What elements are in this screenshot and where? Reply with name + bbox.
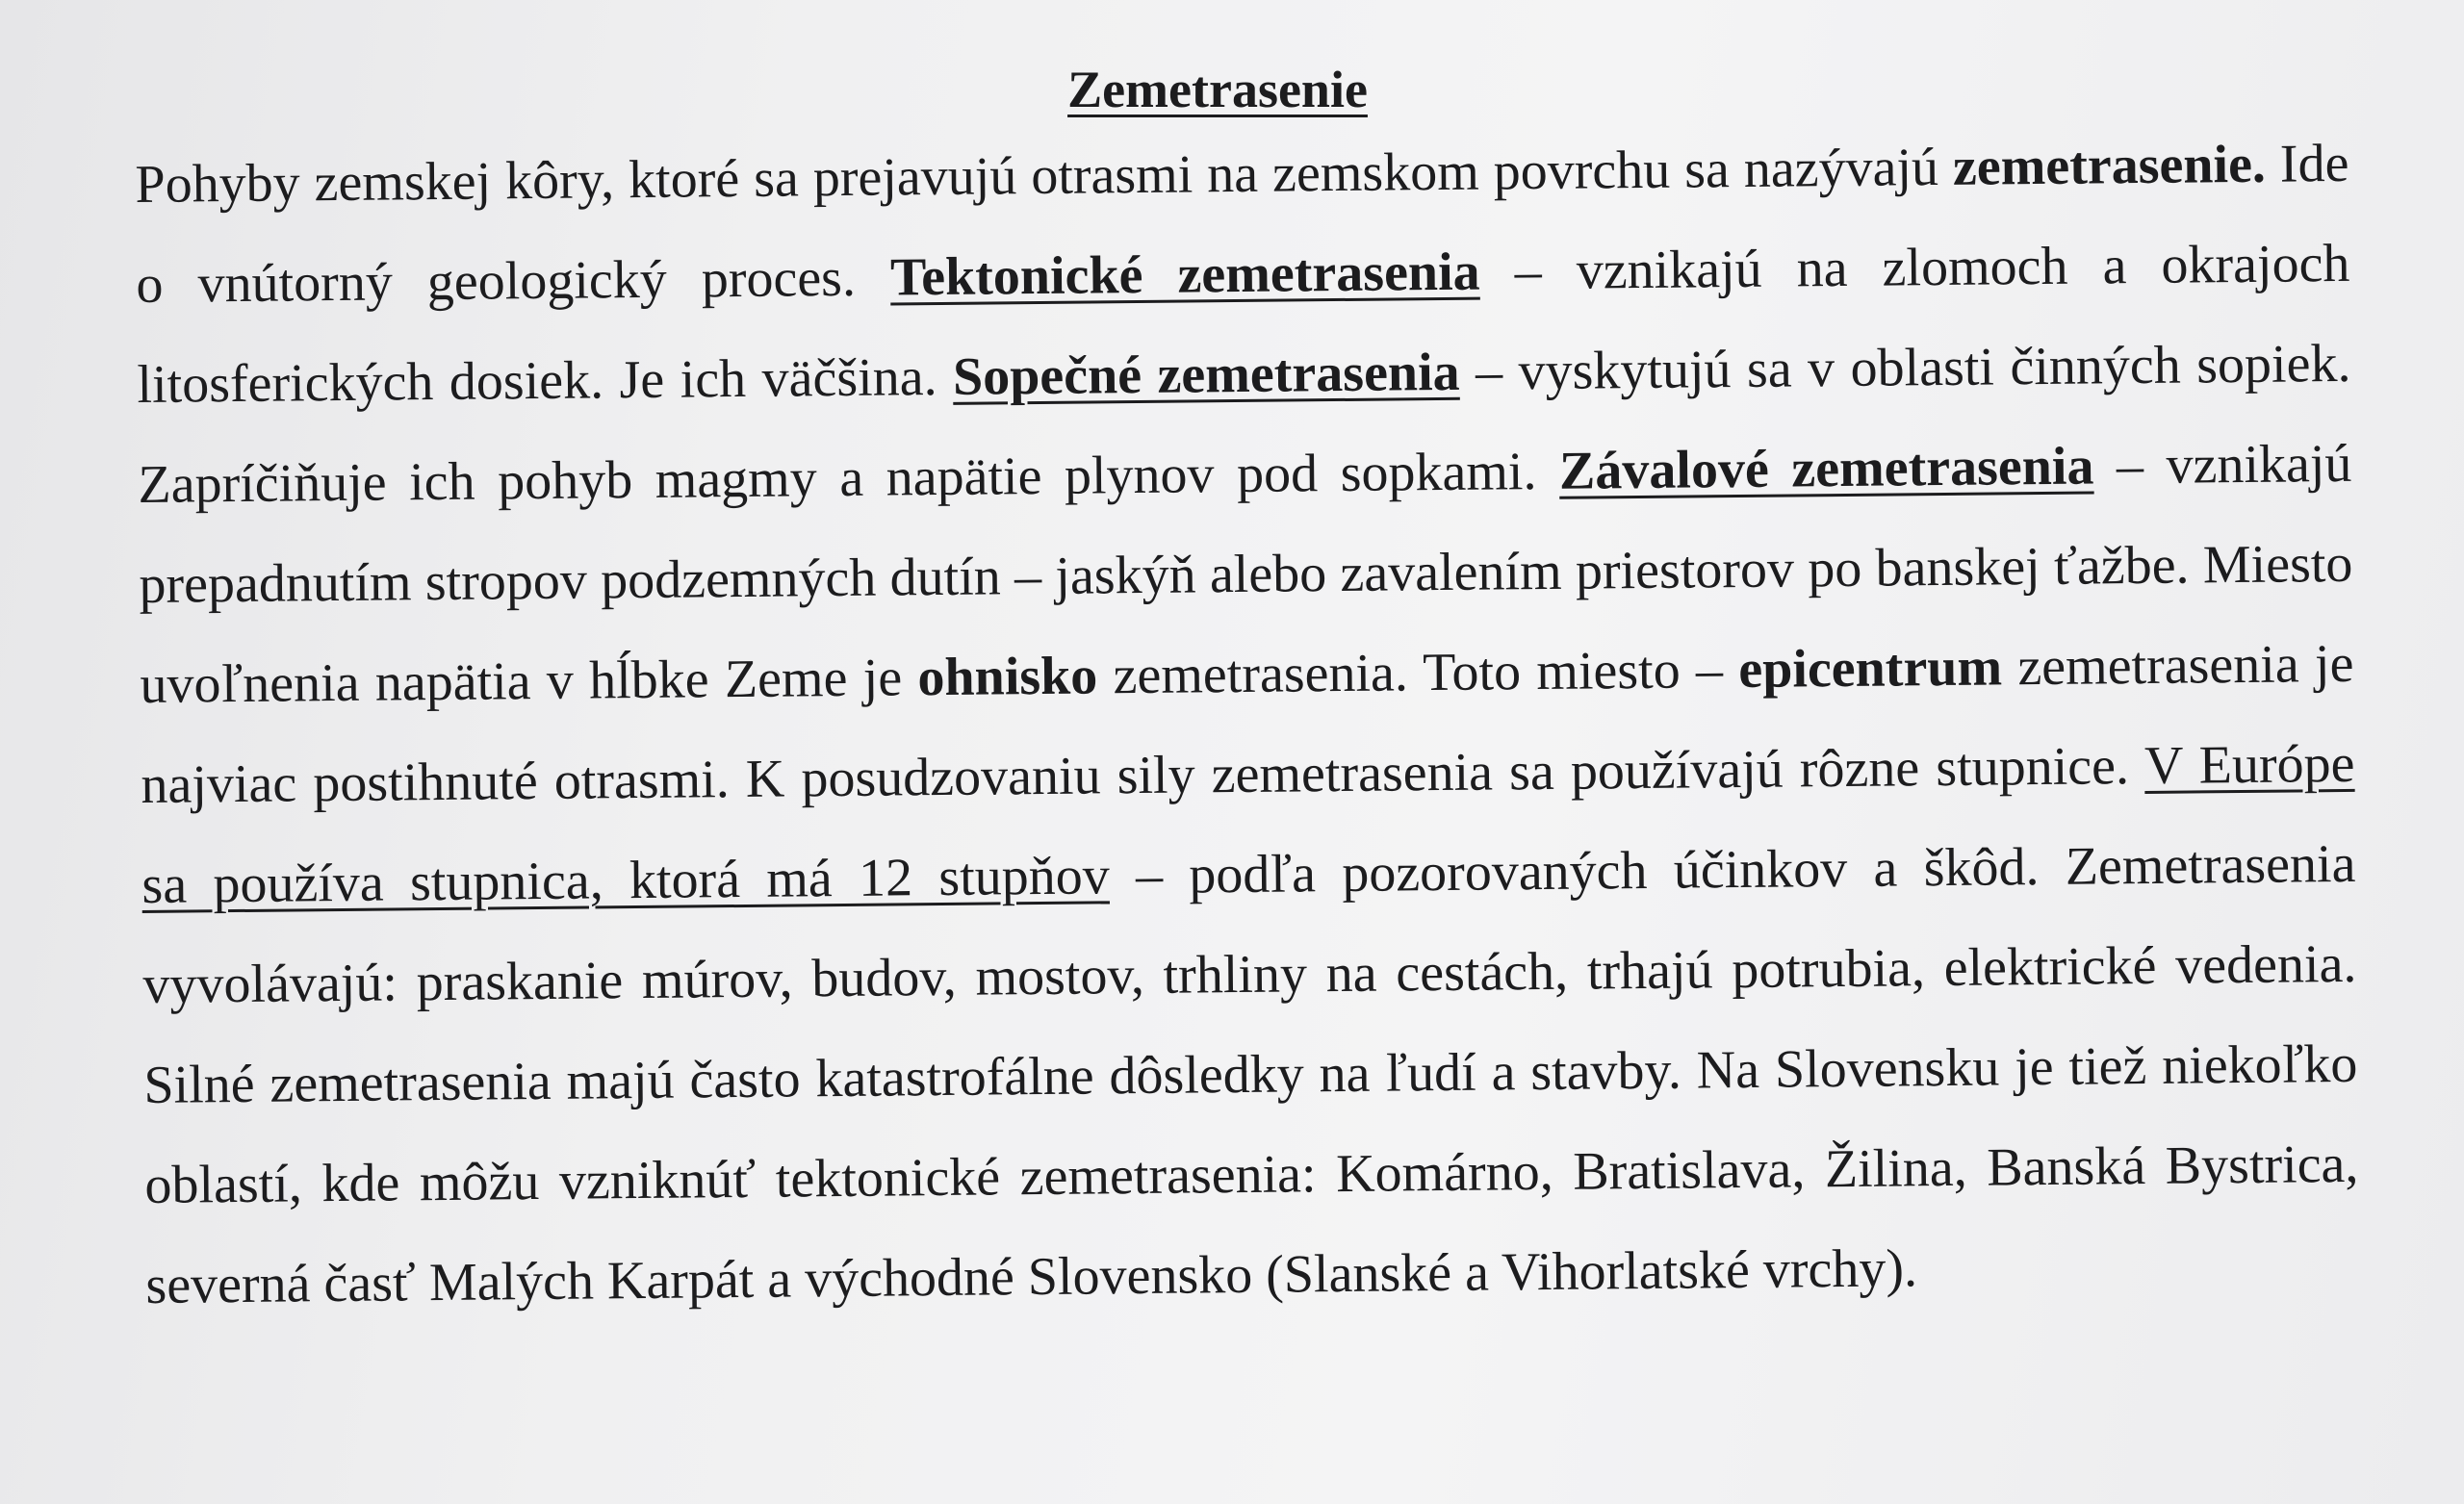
term-zemetrasenie: zemetrasenie.	[1952, 134, 2267, 197]
text-tektonicke-desc: – vznikajú na zlomoch a okrajoch litosferických dosiek. Je ich väčšina.	[137, 233, 2350, 415]
text-intro: Pohyby zemskej kôry, ktoré sa prejavujú otrasmi na zemskom povrchu sa nazývajú	[135, 137, 1954, 215]
term-ohnisko: ohnisko	[917, 646, 1098, 708]
text-stupnica: V Európe sa používa stupnica, ktorá má 12 stupňov	[141, 733, 2355, 915]
text-zavalove-desc: – vznikajú prepadnutím stropov podzemných dutín – jaskýň alebo zavalením priestorov po banskej ťažbe. Miesto uvoľnenia napätia v hĺbke Zeme je	[139, 433, 2353, 715]
text-sopecne-desc: – vyskytujú sa v oblasti činných sopiek. Zapríčiňuje ich pohyb magmy a napätie plynov pod sopkami.	[138, 333, 2351, 515]
text-conclusion: – podľa pozorovaných účinkov a škôd. Zemetrasenia vyvolávajú: praskanie múrov, budov, mostov, trhliny na cestách, trhajú potrubia, elektrické vedenia. Silné zemetrasenia majú často katastrofálne dôsledky na ľudí a stavby. Na Slovensku je tiež niekoľko oblastí, kde môžu vzniknúť tektonické zemetrasenia: Komárno, Bratislava, Žilina, Banská Bystrica, severná časť Malých Karpát a východné Slovensko (Slanské a Vihorlatské vrchy).	[142, 833, 2359, 1315]
document-title: Zemetrasenie	[1067, 61, 1368, 118]
text-epicentrum-desc: zemetrasenia je najviac postihnuté otrasmi. K posudzovaniu sily zemetrasenia sa používajú rôzne stupnice.	[141, 633, 2354, 815]
term-tektonicke: Tektonické zemetrasenia	[889, 242, 1480, 308]
term-zavalove: Závalové zemetrasenia	[1558, 436, 2094, 501]
term-epicentrum: epicentrum	[1738, 637, 2003, 701]
text-ohnisko-desc: zemetrasenia. Toto miesto –	[1096, 640, 1739, 706]
body-paragraph	[135, 114, 2360, 1336]
term-sopecne: Sopečné zemetrasenia	[952, 342, 1460, 407]
text-process: Ide o vnútorný geologický proces.	[136, 133, 2349, 315]
